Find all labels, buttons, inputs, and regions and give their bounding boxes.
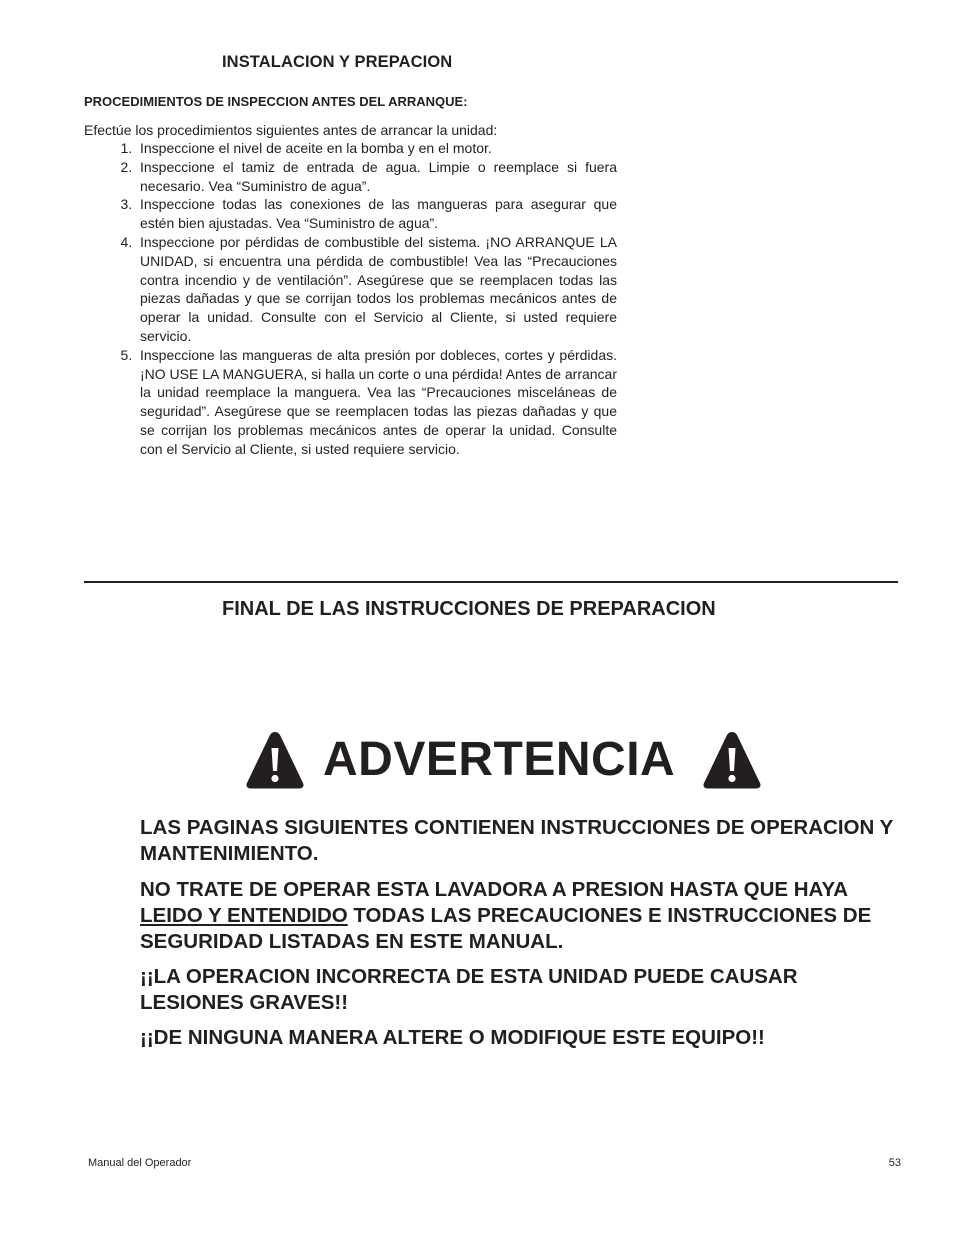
- list-item: [84, 233, 617, 346]
- intro-text: Efectúe los procedimientos siguientes antes de arrancar la unidad:: [84, 122, 498, 138]
- step-text: Inspeccione el tamiz de entrada de agua. Limpie o reemplace si fuera necesario. Vea “Suministro de agua”.: [140, 158, 617, 194]
- step-number: 4.: [120, 233, 133, 250]
- list-item: [84, 139, 617, 158]
- list-item: [84, 195, 617, 233]
- step-text: Inspeccione las mangueras de alta presión por dobleces, cortes y pérdidas. ¡NO USE LA MANGUERA, si halla un corte o una pérdida! Antes de arrancar la unidad reemplace la manguera. Vea las “Precauciones misceláneas de seguridad”. Asegúrese que se reemplacen todas las piezas dañadas y que se corrijan los problemas mecánicos antes de operar la unidad. Consulte con el Servicio al Cliente, si usted requiere servicio.: [140, 346, 618, 457]
- section-divider: [84, 581, 898, 583]
- warning-title: ADVERTENCIA: [323, 733, 676, 786]
- warning-paragraph: [140, 877, 900, 955]
- warning-text: TODAS LAS PRECAUCIONES E INSTRUCCIONES DE SEGURIDAD LISTADAS EN ESTE MANUAL.: [140, 904, 872, 953]
- list-item: [84, 158, 617, 196]
- list-item: [84, 346, 617, 459]
- inspection-steps-list: [84, 139, 617, 459]
- step-number: 2.: [120, 158, 133, 175]
- end-instructions-heading: FINAL DE LAS INSTRUCCIONES DE PREPARACION: [222, 598, 716, 620]
- warning-triangle-icon: [245, 730, 305, 790]
- warning-banner: [245, 728, 750, 792]
- step-text: Inspeccione el nivel de aceite en la bomba y en el motor.: [140, 140, 492, 156]
- step-text: Inspeccione todas las conexiones de las mangueras para asegurar que estén bien ajustadas. Vea “Suministro de agua”.: [140, 196, 617, 232]
- warning-paragraph: ¡¡LA OPERACION INCORRECTA DE ESTA UNIDAD PUEDE CAUSAR LESIONES GRAVES!!: [140, 965, 798, 1014]
- step-text: Inspeccione por pérdidas de combustible del sistema. ¡NO ARRANQUE LA UNIDAD, si encuentra una pérdida de combustible! Vea las “Precauciones contra incendio y de ventilación”. Asegúrese que se reemplacen todas las piezas dañadas y que se corrijan todos los problemas mecánicos antes de operar la unidad. Consulte con el Servicio al Cliente, si usted requiere servicio.: [140, 233, 617, 344]
- warning-paragraph: LAS PAGINAS SIGUIENTES CONTIENEN INSTRUCCIONES DE OPERACION Y MANTENIMIENTO.: [140, 816, 893, 865]
- footer-manual-title: Manual del Operador: [88, 1157, 192, 1169]
- step-number: 1.: [120, 140, 133, 156]
- underlined-text: LEIDO Y ENTENDIDO: [140, 904, 348, 927]
- warning-text: NO TRATE DE OPERAR ESTA LAVADORA A PRESION HASTA QUE HAYA: [140, 878, 848, 901]
- page-number: 53: [888, 1157, 901, 1169]
- warning-paragraph: ¡¡DE NINGUNA MANERA ALTERE O MODIFIQUE ESTE EQUIPO!!: [140, 1026, 765, 1049]
- step-number: 3.: [120, 196, 133, 213]
- procedures-heading: PROCEDIMIENTOS DE INSPECCION ANTES DEL ARRANQUE:: [84, 94, 468, 109]
- step-number: 5.: [120, 346, 133, 363]
- section-title: INSTALACION Y PREPACION: [222, 53, 453, 71]
- warning-triangle-icon: [702, 730, 762, 790]
